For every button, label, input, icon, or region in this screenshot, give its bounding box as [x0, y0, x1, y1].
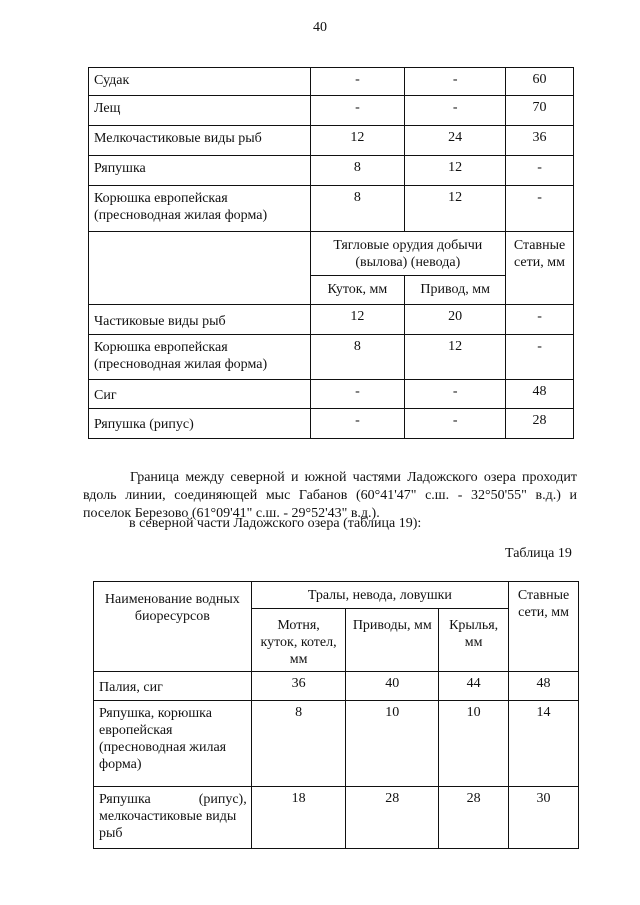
table-row [89, 126, 574, 156]
species-name-line: рыб [99, 826, 123, 841]
value-cell: 12 [405, 335, 506, 380]
value-cell: 30 [509, 787, 579, 849]
page-number: 40 [313, 20, 327, 35]
species-cell [94, 787, 252, 849]
table-row [94, 787, 579, 849]
value-cell: - [405, 68, 506, 96]
species-cell: Лещ [89, 96, 311, 126]
species-name-line: (пресноводная жилая форма) [94, 208, 268, 223]
species-name-line: (пресноводная жилая [99, 740, 227, 755]
table-row [94, 701, 579, 787]
value-cell: - [506, 335, 574, 380]
species-cell: Частиковые виды рыб [89, 305, 311, 335]
species-cell: Ряпушка (рипус) [89, 409, 311, 439]
table-row [89, 156, 574, 186]
krylya-header [439, 609, 509, 672]
table-row [89, 68, 574, 96]
table-19 [93, 581, 579, 849]
value-cell: 20 [405, 305, 506, 335]
species-cell [89, 335, 311, 380]
set-nets-header [506, 232, 574, 305]
species-name-line [99, 791, 247, 808]
header-line: мм [464, 635, 483, 650]
header-line: Мотня, [277, 618, 320, 633]
value-cell: 28 [346, 787, 439, 849]
value-cell: 12 [310, 126, 405, 156]
fishing-gear-table-top [88, 67, 574, 439]
table-row [89, 305, 574, 335]
value-cell: 44 [439, 672, 509, 701]
value-cell: - [506, 156, 574, 186]
value-cell: - [310, 380, 405, 409]
header-line: Крылья, [449, 618, 499, 633]
value-cell: 8 [251, 701, 346, 787]
value-cell: 14 [509, 701, 579, 787]
value-cell: 36 [251, 672, 346, 701]
value-cell: - [310, 68, 405, 96]
value-cell: 24 [405, 126, 506, 156]
species-name-line: форма) [99, 757, 142, 772]
header-line: Наименование водных [104, 592, 240, 607]
value-cell: 48 [506, 380, 574, 409]
species-cell: Ряпушка [89, 156, 311, 186]
species-name-line: Корюшка европейская [94, 340, 228, 355]
header-row [94, 582, 579, 609]
species-name-line: европейская [99, 723, 173, 738]
value-cell: - [310, 409, 405, 439]
value-cell: - [506, 305, 574, 335]
species-cell: Палия, сиг [94, 672, 252, 701]
value-cell: - [405, 96, 506, 126]
header-line: (вылова) (невода) [355, 254, 461, 270]
value-cell: 8 [310, 186, 405, 232]
value-cell: 60 [506, 68, 574, 96]
value-cell: 12 [310, 305, 405, 335]
value-cell: 10 [439, 701, 509, 787]
header-line: сети, мм [514, 255, 565, 270]
header-line: Ставные [517, 588, 570, 603]
value-cell: 28 [506, 409, 574, 439]
species-cell [89, 186, 311, 232]
privod-header: Привод, мм [405, 276, 506, 305]
border-description-paragraph: Граница между северной и южной частями Ладожского озера проходит вдоль линии, соединяющей мыс Габанов (60°41'47" с.ш. - 32°50'55" в.д.) и поселок Березово (61°09'41" с.ш. - 29°52'43" в.д.). [83, 470, 577, 521]
header-line: куток, котел, [260, 635, 337, 650]
species-word: (рипус), [198, 792, 247, 807]
kutok-header: Куток, мм [310, 276, 405, 305]
header-line: Ставные [513, 238, 566, 253]
header-line: мм [289, 652, 308, 667]
species-cell: Судак [89, 68, 311, 96]
value-cell: 18 [251, 787, 346, 849]
motnya-header [251, 609, 346, 672]
species-name-line: мелкочастиковые виды [99, 809, 237, 824]
value-cell: 70 [506, 96, 574, 126]
set-nets-header [509, 582, 579, 672]
species-name-line: (пресноводная жилая форма) [94, 357, 268, 372]
value-cell: 12 [405, 156, 506, 186]
value-cell: 12 [405, 186, 506, 232]
value-cell: - [310, 96, 405, 126]
species-name-line: Корюшка европейская [94, 191, 228, 206]
table-row [89, 380, 574, 409]
species-cell: Сиг [89, 380, 311, 409]
species-name-line: Ряпушка, корюшка [99, 706, 212, 721]
value-cell: - [405, 380, 506, 409]
value-cell: - [506, 186, 574, 232]
value-cell: 40 [346, 672, 439, 701]
empty-header-cell [89, 232, 311, 305]
species-word: Ряпушка [99, 792, 151, 807]
table-caption: Таблица 19 [505, 546, 572, 561]
value-cell: 8 [310, 156, 405, 186]
value-cell: 28 [439, 787, 509, 849]
header-line: биоресурсов [134, 609, 210, 624]
table-row [94, 672, 579, 701]
header-line: сети, мм [518, 605, 569, 620]
table-row [89, 409, 574, 439]
trawls-header: Тралы, невода, ловушки [251, 582, 508, 609]
table-row [89, 96, 574, 126]
value-cell: 36 [506, 126, 574, 156]
privody-header: Приводы, мм [346, 609, 439, 672]
value-cell: 8 [310, 335, 405, 380]
table-row [89, 186, 574, 232]
header-row [89, 232, 574, 276]
value-cell: 48 [509, 672, 579, 701]
species-cell [94, 701, 252, 787]
north-part-paragraph: в северной части Ладожского озера (таблица 19): [129, 516, 422, 531]
value-cell: - [405, 409, 506, 439]
table-row [89, 335, 574, 380]
tow-gear-header [310, 232, 506, 276]
value-cell: 10 [346, 701, 439, 787]
species-name-header [94, 582, 252, 672]
species-cell: Мелкочастиковые виды рыб [89, 126, 311, 156]
header-line: Тягловые орудия добычи [333, 237, 483, 253]
